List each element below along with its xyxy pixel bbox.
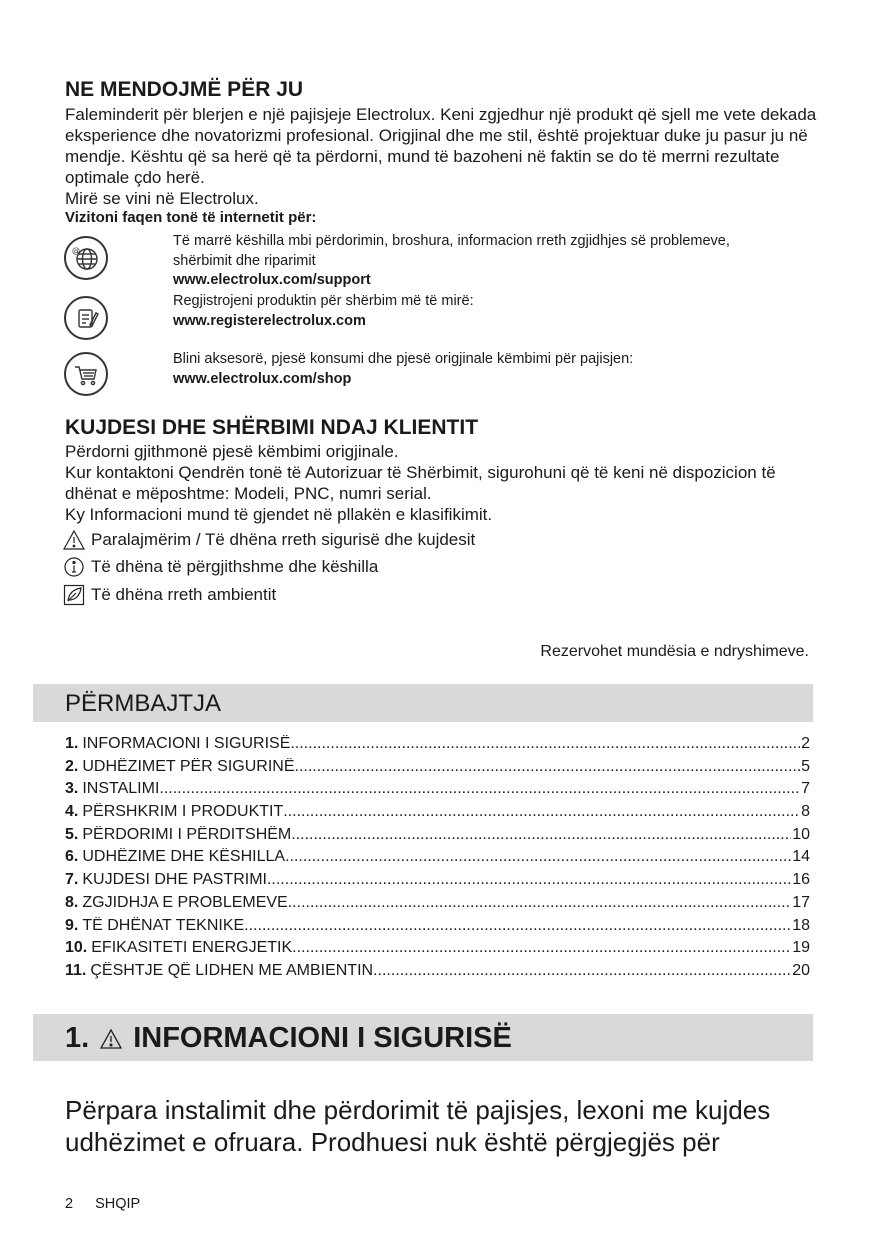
toc-leader-dots — [290, 735, 800, 753]
toc-item-number: 11. — [65, 961, 87, 979]
cart-icon — [64, 352, 108, 396]
language-label: SHQIP — [95, 1196, 141, 1212]
page-number: 2 — [65, 1196, 74, 1212]
toc-item-number: 7. — [65, 871, 79, 889]
toc-item[interactable] — [65, 917, 810, 940]
welcome-text: Mirë se vini në Electrolux. — [65, 189, 259, 208]
care-line-rating-plate: Ky Informacioni mund të gjendet në pllakën e klasifikimit. — [65, 505, 493, 524]
svg-text:@: @ — [72, 246, 80, 255]
toc-item-page: 17 — [792, 893, 810, 911]
page-footer — [65, 1196, 140, 1212]
toc-item-number: 9. — [65, 916, 79, 934]
toc-item-page: 10 — [792, 825, 810, 843]
toc-item-label: UDHËZIME DHE KËSHILLA — [82, 848, 286, 866]
toc-leader-dots — [292, 939, 791, 957]
toc-item-number: 2. — [65, 757, 79, 775]
toc-leader-dots — [244, 917, 791, 935]
info-icon — [63, 556, 85, 578]
register-icon — [64, 296, 108, 340]
toc-leader-dots — [159, 780, 800, 798]
shop-url[interactable]: www.electrolux.com/shop — [173, 370, 352, 387]
legend-info — [63, 556, 378, 578]
toc-item-label: INFORMACIONI I SIGURISË — [82, 735, 291, 752]
toc-item-label: PËRDORIMI I PËRDITSHËM — [82, 825, 292, 843]
toc-item[interactable] — [65, 826, 810, 849]
toc-item[interactable] — [65, 848, 810, 871]
register-url[interactable]: www.registerelectrolux.com — [173, 312, 366, 329]
warning-icon — [99, 1028, 123, 1050]
toc-item[interactable] — [65, 735, 810, 758]
section-title-care: KUJDESI DHE SHËRBIMI NDAJ KLIENTIT — [65, 416, 479, 439]
toc-item-page: 2 — [801, 735, 810, 752]
toc-item[interactable] — [65, 803, 810, 826]
toc-item-page: 16 — [792, 871, 810, 889]
support-url[interactable]: www.electrolux.com/support — [173, 272, 371, 288]
toc-title: PËRMBAJTJA — [65, 690, 222, 717]
thank-you-paragraph: Faleminderit për blerjen e një pajisjeje Electrolux. Keni zgjedhur një produkt që sjell me vete dekada eksperience dhe novatorizmi profesional. Origjinal dhe me stil, është projektuar duke ju pasur ju në mendje. Kështu që sa herë që ta përdorni, mund të bazoheni në faktin se do të merrni rezultate optimale çdo herë. — [65, 105, 817, 187]
toc-item-label: ZGJIDHJA E PROBLEMEVE — [82, 893, 288, 911]
toc-item-page: 20 — [792, 961, 810, 979]
toc-leader-dots — [285, 848, 791, 866]
toc-leader-dots — [291, 826, 791, 844]
globe-icon — [64, 236, 108, 280]
toc-item-number: 10. — [65, 939, 88, 957]
toc-item-page: 5 — [801, 757, 810, 775]
toc-item-number: 5. — [65, 825, 79, 843]
support-description: Të marrë këshilla mbi përdorimin, broshura, informacion rreth zgjidhjes së problemeve, shërbimit dhe riparimit — [173, 233, 730, 269]
toc-leader-dots — [373, 962, 791, 980]
toc-item-number: 3. — [65, 780, 79, 798]
toc-item-label: EFIKASITETI ENERGJETIK — [91, 939, 293, 957]
toc-item[interactable] — [65, 871, 810, 894]
safety-intro-text: Përpara instalimit dhe përdorimit të pajisjes, lexoni me kujdes udhëzimet e ofruara. Prodhuesi nuk është përgjegjës për — [65, 1095, 771, 1157]
toc-item-page: 19 — [792, 939, 810, 957]
toc-item[interactable] — [65, 780, 810, 803]
register-description: Regjistrojeni produktin për shërbim më të mirë: — [173, 293, 474, 309]
legend-warning-text: Paralajmërim / Të dhëna rreth sigurisë dhe kujdesit — [91, 530, 476, 549]
toc-item-page: 18 — [792, 916, 810, 934]
toc-item[interactable] — [65, 758, 810, 781]
toc-item-label: PËRSHKRIM I PRODUKTIT — [82, 803, 284, 821]
toc-item[interactable] — [65, 962, 810, 985]
toc-leader-dots — [283, 803, 800, 821]
toc-item-label: TË DHËNAT TEKNIKE — [82, 916, 245, 934]
legend-warning — [63, 529, 475, 551]
legend-environment — [63, 584, 276, 606]
toc-item-page: 14 — [792, 848, 810, 866]
table-of-contents — [65, 735, 810, 985]
toc-item-label: ÇËSHTJE QË LIDHEN ME AMBIENTIN — [90, 961, 374, 979]
toc-item[interactable] — [65, 894, 810, 917]
toc-item-page: 8 — [801, 803, 810, 821]
toc-item-number: 1. — [65, 735, 79, 752]
leaf-icon — [63, 584, 85, 606]
visit-website-label: Vizitoni faqen tonë të internetit për: — [65, 209, 317, 226]
care-line-contact: Kur kontaktoni Qendrën tonë të Autorizuar të Shërbimit, sigurohuni që të keni në dispozicion të dhënat e mëposhtme: Modeli, PNC, numri serial. — [65, 463, 776, 503]
toc-leader-dots — [267, 871, 791, 889]
toc-item-page: 7 — [801, 780, 810, 798]
reserved-rights-text: Rezervohet mundësia e ndryshimeve. — [540, 643, 809, 660]
toc-item-label: UDHËZIMET PËR SIGURINË — [82, 757, 295, 775]
toc-leader-dots — [295, 758, 801, 776]
toc-item-number: 8. — [65, 893, 79, 911]
legend-environment-text: Të dhëna rreth ambientit — [91, 585, 277, 604]
toc-item-number: 6. — [65, 848, 79, 866]
safety-section-number: 1. — [65, 1022, 90, 1054]
toc-header-bar — [33, 684, 813, 722]
safety-section-title — [65, 1022, 512, 1055]
warning-icon — [63, 529, 85, 551]
safety-section-label: INFORMACIONI I SIGURISË — [133, 1022, 512, 1054]
shop-description: Blini aksesorë, pjesë konsumi dhe pjesë origjinale këmbimi për pajisjen: — [173, 351, 634, 367]
section-title-think: NE MENDOJMË PËR JU — [65, 78, 304, 101]
toc-item[interactable] — [65, 939, 810, 962]
toc-item-label: KUJDESI DHE PASTRIMI — [82, 871, 267, 889]
toc-item-number: 4. — [65, 803, 79, 821]
legend-info-text: Të dhëna të përgjithshme dhe këshilla — [91, 557, 379, 576]
toc-item-label: INSTALIMI — [82, 780, 160, 798]
care-line-original-parts: Përdorni gjithmonë pjesë këmbimi origjinale. — [65, 442, 399, 461]
toc-leader-dots — [288, 894, 791, 912]
